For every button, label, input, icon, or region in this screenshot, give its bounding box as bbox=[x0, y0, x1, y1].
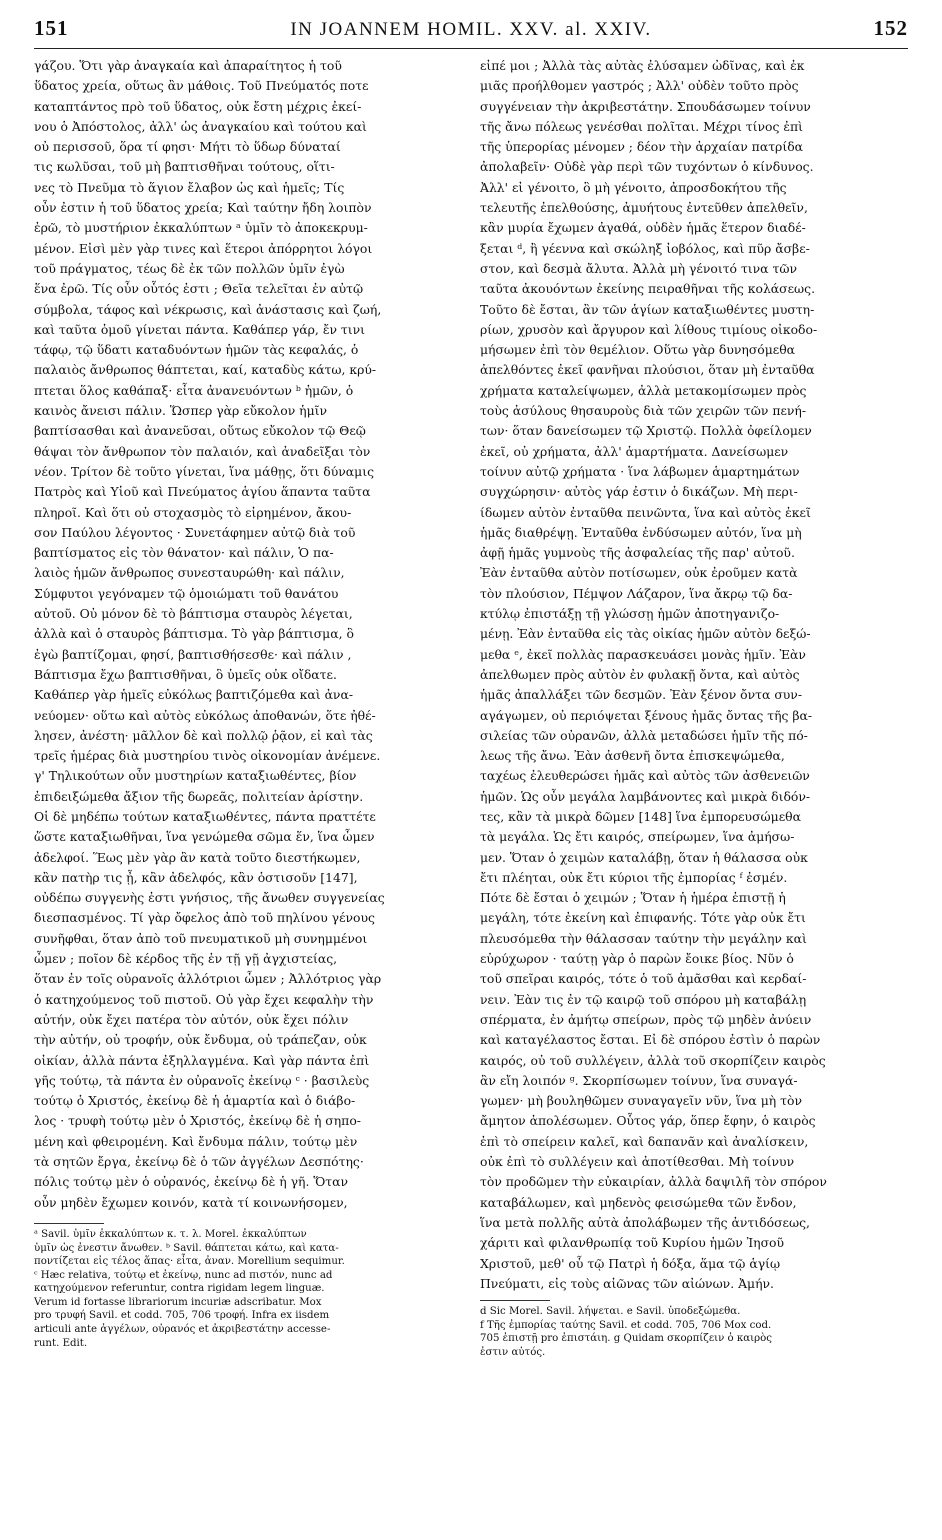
running-title: IN JOANNEM HOMIL. XXV. al. XXIV. bbox=[290, 19, 652, 40]
footnote-divider bbox=[480, 1300, 550, 1301]
left-footnotes: ᵃ Savil. ὑμῖν ἐκκαλύπτων κ. τ. λ. Morel. ἐκκαλύπτων ὑμῖν ὡς ἐνεστιν ἄνωθεν. ᵇ Savil. θάπτεται κάτω, καὶ κατα- ποντίζεται εἰς τέλος ἅπας· εἶτα, ἀναν. Morellium sequimur. ᶜ Hæc relativa, τούτῳ et ἐκείνῳ, nunc ad πιστόν, nunc ad κατηχούμενον referuntur, contra rigidam legem linguæ. Verum id fortasse librariorum incuriæ adscribatur. Mox pro τρυφή Savil. et codd. 705, 706 τροφή. Infra ex iisdem articuli ante ἀγγέλων, οὐρανός et ἀκριβεστάτην accesse- runt. Edit. bbox=[34, 1228, 345, 1349]
right-column-text: εἰπέ μοι ; Ἀλλὰ τὰς αὐτὰς ἐλύσαμεν ὠδῖνας, καὶ ἐκ μιᾶς προήλθομεν γαστρός ; Ἀλλ' οὐδὲν τοῦτο πρὸς συγγένειαν τὴν ἀκριβεστάτην. Σπουδάσωμεν τοίνυν τῆς ἄνω πόλεως γενέσθαι πολῖται. Μέχρι τίνος ἐπὶ τῆς ὑπερορίας μένομεν ; δέον τὴν ἀρχαίαν πατρίδα ἀπολαβεῖν· Οὐδὲ γὰρ περὶ τῶν τυχόντων ὁ κίνδυνος. Ἀλλ' εἰ γένοιτο, ὃ μὴ γένοιτο, ἀπροσδοκήτου τῆς τελευτῆς ἐπελθούσης, ἀμυήτους ἐντεῦθεν ἀπελθεῖν, κἂν μυρία ἔχωμεν ἀγαθά, οὐδὲν ἡμᾶς ἕτερον διαδέ- ξεται ᵈ, ἢ γέεννα καὶ σκώληξ ἰοβόλος, καὶ πῦρ ἄσβε- στον, καὶ δεσμὰ ἄλυτα. Ἀλλὰ μὴ γένοιτό τινα τῶν ταῦτα ἀκουόντων ἐκείνης πειραθῆναι τῆς κολάσεως. Τοῦτο δὲ ἔσται, ἂν τῶν ἁγίων καταξιωθέντες μυστη- ρίων, χρυσὸν καὶ ἄργυρον καὶ λίθους τιμίους οἰκοδο- μήσωμεν ἐπὶ τὸν θεμέλιον. Οὕτω γὰρ δυνησόμεθα ἀπελθόντες ἐκεῖ φανῆναι πλούσιοι, ὅταν μὴ ἐνταῦθα χρήματα καταλείψωμεν, ἀλλὰ μετακομίσωμεν πρὸς τοὺς ἀσύλους θησαυροὺς διὰ τῶν χειρῶν τῶν πενή- των· ὅταν δανείσωμεν τῷ Χριστῷ. Πολλὰ ὀφείλομεν ἐκεῖ, οὐ χρήματα, ἀλλ' ἁμαρτήματα. Δανείσωμεν τοίνυν αὐτῷ χρήματα · ἵνα λάβωμεν ἁμαρτημάτων συγχώρησιν· αὐτὸς γάρ ἐστιν ὁ δικάζων. Μὴ περι- ίδωμεν αὐτὸν ἐνταῦθα πεινῶντα, ἵνα καὶ αὐτὸς ἐκεῖ ἡμᾶς διαθρέψῃ. Ἐνταῦθα ἐνδύσωμεν αὐτόν, ἵνα μὴ ἀφῇ ἡμᾶς γυμνοὺς τῆς ἀσφαλείας τῆς παρ' αὐτοῦ. Ἐὰν ἐνταῦθα αὐτὸν ποτίσωμεν, οὐκ ἐροῦμεν κατὰ τὸν πλούσιον, Πέμψον Λάζαρον, ἵνα ἄκρῳ τῷ δα- κτύλῳ ἐπιστάξῃ τῇ γλώσσῃ ἡμῶν ἀποτηγανιζο- μένῃ. Ἐὰν ἐνταῦθα εἰς τὰς οἰκίας ἡμῶν αὐτὸν δεξώ- μεθα ᵉ, ἐκεῖ πολλὰς παρασκευάσει μονὰς ἡμῖν. Ἐὰν ἀπελθωμεν πρὸς αὐτὸν ἐν φυλακῇ ὄντα, καὶ αὐτὸς ἡμᾶς ἀπαλλάξει τῶν δεσμῶν. Ἐὰν ξένον ὄντα συν- αγάγωμεν, οὐ περιόψεται ξένους ἡμᾶς ὄντας τῆς βα- σιλείας τῶν οὐρανῶν, ἀλλὰ μεταδώσει ἡμῖν τῆς πό- λεως τῆς ἄνω. Ἐὰν ἀσθενῆ ὄντα ἐπισκεψώμεθα, ταχέως ἐλευθερώσει ἡμᾶς καὶ αὐτὸς τῶν ἀσθενειῶν ἡμῶν. Ὡς οὖν μεγάλα λαμβάνοντες καὶ μικρὰ διδόν- τες, κἂν τὰ μικρὰ δῶμεν [148] ἵνα ἐμπορευσώμεθα τὰ μεγάλα. Ὡς ἔτι καιρός, σπείρωμεν, ἵνα ἀμήσω- μεν. Ὅταν ὁ χειμὼν καταλάβῃ, ὅταν ἡ θάλασσα οὐκ ἔτι πλέηται, οὐκ ἔτι κύριοι τῆς ἐμπορίας ᶠ ἐσμέν. Πότε δὲ ἔσται ὁ χειμών ; Ὅταν ἡ ἡμέρα ἐπιστῇ ἡ μεγάλη, τότε ἐκείνη καὶ ἐπιφανής. Τότε γὰρ οὐκ ἔτι πλευσόμεθα τὴν θάλασσαν ταύτην τὴν μεγάλην καὶ εὐρύχωρον · ταύτῃ γὰρ ὁ παρὼν ἔοικε βίος. Νῦν ὁ τοῦ σπεῖραι καιρός, τότε ὁ τοῦ ἀμᾶσθαι καὶ κερδαί- νειν. Ἐὰν τις ἐν τῷ καιρῷ τοῦ σπόρου μὴ καταβάλῃ σπέρματα, ἐν ἀμήτῳ σπείρων, πρὸς τῷ μηδὲν ἀνύειν καὶ καταγέλαστος ἔσται. Εἰ δὲ σπόρου ἐστὶν ὁ παρὼν καιρός, οὐ τοῦ συλλέγειν, ἀλλὰ τοῦ σκορπίζειν καιρὸς ἂν εἴη λοιπόν ᵍ. Σκορπίσωμεν τοίνυν, ἵνα συναγά- γωμεν· μὴ βουληθῶμεν συναγαγεῖν νῦν, ἵνα μὴ τὸν ἄμητον ἀπολέσωμεν. Οὗτος γάρ, ὅπερ ἔφην, ὁ καιρὸς ἐπὶ τὸ σπείρειν καλεῖ, καὶ δαπανᾶν καὶ ἀναλίσκειν, οὐκ ἐπὶ τὸ συλλέγειν καὶ ἀποτίθεσθαι. Μὴ τοίνυν τὸν προδῶμεν τὴν εὐκαιρίαν, ἀλλὰ δαψιλῆ τὸν σπόρον καταβάλωμεν, καὶ μηδενὸς φεισώμεθα τῶν ἔνδον, ἵνα μετὰ πολλῆς αὐτὰ ἀπολάβωμεν τῆς ἀντιδόσεως, χάριτι καὶ φιλανθρωπίᾳ τοῦ Κυρίου ἡμῶν Ἰησοῦ Χριστοῦ, μεθ' οὗ τῷ Πατρὶ ἡ δόξα, ἅμα τῷ ἁγίῳ Πνεύματι, εἰς τοὺς αἰῶνας τῶν αἰώνων. Ἀμήν. bbox=[480, 58, 827, 1291]
footnote-divider bbox=[34, 1223, 104, 1224]
right-footnotes: d Sic Morel. Savil. λήψεται. e Savil. ὑποδεξώμεθα. f Τῆς ἐμπορίας ταύτης Savil. et codd. 705, 706 Mox cod. 705 ἐπιστῇ pro ἐπιστάιη. g Quidam σκορπίζειν ὁ καιρὸς ἐστιν αὐτός. bbox=[480, 1306, 772, 1358]
left-column bbox=[34, 56, 454, 1350]
left-column-text: γάζου. Ὅτι γὰρ ἀναγκαία καὶ ἀπαραίτητος ἡ τοῦ ὕδατος χρεία, οὕτως ἂν μάθοις. Τοῦ Πνεύματός ποτε καταπτάντος πρὸ τοῦ ὕδατος, οὐκ ἔστη μέχρις ἐκεί- νου ὁ Ἀπόστολος, ἀλλ' ὡς ἀναγκαίου καὶ τούτου καὶ οὐ περισσοῦ, ὅρα τί φησι· Μήτι τὸ ὕδωρ δύναταί τις κωλῦσαι, τοῦ μὴ βαπτισθῆναι τούτους, οἵτι- νες τὸ Πνεῦμα τὸ ἅγιον ἔλαβον ὡς καὶ ἡμεῖς; Τίς οὖν ἐστιν ἡ τοῦ ὕδατος χρεία; Καὶ ταύτην ἤδη λοιπὸν ἐρῶ, τὸ μυστήριον ἐκκαλύπτων ᵃ ὑμῖν τὸ ἀποκεκρυμ- μένον. Εἰσὶ μὲν γὰρ τινες καὶ ἕτεροι ἀπόρρητοι λόγοι τοῦ πράγματος, τέως δὲ ἐκ τῶν πολλῶν ὑμῖν ἐγὼ ἕνα ἐρῶ. Τίς οὖν οὗτός ἐστι ; Θεῖα τελεῖται ἐν αὐτῷ σύμβολα, τάφος καὶ νέκρωσις, καὶ ἀνάστασις καὶ ζωή, καὶ ταῦτα ὁμοῦ γίνεται πάντα. Καθάπερ γάρ, ἔν τινι τάφῳ, τῷ ὕδατι καταδυόντων ἡμῶν τὰς κεφαλάς, ὁ παλαιὸς ἄνθρωπος θάπτεται, καί, καταδὺς κάτω, κρύ- πτεται ὅλος καθάπαξ· εἶτα ἀνανευόντων ᵇ ἡμῶν, ὁ καινὸς ἄνεισι πάλιν. Ὥσπερ γὰρ εὔκολον ἡμῖν βαπτίσασθαι καὶ ἀνανεῦσαι, οὕτως εὔκολον τῷ Θεῷ θάψαι τὸν ἄνθρωπον τὸν παλαιόν, καὶ ἀναδεῖξαι τὸν νέον. Τρίτον δὲ τοῦτο γίνεται, ἵνα μάθῃς, ὅτι δύναμις Πατρὸς καὶ Υἱοῦ καὶ Πνεύματος ἁγίου ἅπαντα ταῦτα πληροῖ. Καὶ ὅτι οὐ στοχασμὸς τὸ εἰρημένον, ἄκου- σον Παύλου λέγοντος · Συνετάφημεν αὐτῷ διὰ τοῦ βαπτίσματος εἰς τὸν θάνατον· καὶ πάλιν, Ὁ πα- λαιὸς ἡμῶν ἄνθρωπος συνεσταυρώθη· καὶ πάλιν, Σύμφυτοι γεγόναμεν τῷ ὁμοιώματι τοῦ θανάτου αὐτοῦ. Οὐ μόνον δὲ τὸ βάπτισμα σταυρὸς λέγεται, ἀλλὰ καὶ ὁ σταυρὸς βάπτισμα. Τὸ γὰρ βάπτισμα, ὃ ἐγὼ βαπτίζομαι, φησί, βαπτισθήσεσθε· καὶ πάλιν , Βάπτισμα ἔχω βαπτισθῆναι, ὃ ὑμεῖς οὐκ οἴδατε. Καθάπερ γὰρ ἡμεῖς εὐκόλως βαπτιζόμεθα καὶ ἀνα- νεύομεν· οὕτω καὶ αὐτὸς εὐκόλως ἀποθανών, ὅτε ἠθέ- λησεν, ἀνέστη· μᾶλλον δὲ καὶ πολλῷ ῥᾷον, εἰ καὶ τὰς τρεῖς ἡμέρας διὰ μυστηρίου τινὸς οἰκονομίαν ἀνέμενε. γ' Τηλικούτων οὖν μυστηρίων καταξιωθέντες, βίον ἐπιδειξώμεθα ἄξιον τῆς δωρεᾶς, πολιτείαν ἀρίστην. Οἱ δὲ μηδέπω τούτων καταξιωθέντες, πάντα πραττέτε ὥστε καταξιωθῆναι, ἵνα γενώμεθα σῶμα ἕν, ἵνα ὦμεν ἀδελφοί. Ἕως μὲν γὰρ ἂν κατὰ τοῦτο διεστήκωμεν, κἂν πατὴρ τις ᾖ, κἂν ἀδελφός, κἂν ὁστισοῦν [147], οὐδέπω συγγενὴς ἐστι γνήσιος, τῆς ἄνωθεν συγγενείας διεσπασμένος. Τί γὰρ ὄφελος ἀπὸ τοῦ πηλίνου γένους συνῆφθαι, ὅταν ἀπὸ τοῦ πνευματικοῦ μὴ συνημμένοι ὦμεν ; ποῖον δὲ κέρδος τῆς ἐν τῇ γῇ ἀγχιστείας, ὅταν ἐν τοῖς οὐρανοῖς ἀλλότριοι ὦμεν ; Ἀλλότριος γὰρ ὁ κατηχούμενος τοῦ πιστοῦ. Οὐ γὰρ ἔχει κεφαλὴν τὴν αὐτήν, οὐκ ἔχει πατέρα τὸν αὐτόν, οὐκ ἔχει πόλιν τὴν αὐτήν, οὐ τροφήν, οὐκ ἔνδυμα, οὐ τράπεζαν, οὐκ οἰκίαν, ἀλλὰ πάντα ἐξηλλαγμένα. Καὶ γὰρ πάντα ἐπὶ γῆς τούτῳ, τὰ πάντα ἐν οὐρανοῖς ἐκείνῳ ᶜ · βασιλεὺς τούτῳ ὁ Χριστός, ἐκείνῳ δὲ ἡ ἁμαρτία καὶ ὁ διάβο- λος · τρυφὴ τούτῳ μὲν ὁ Χριστός, ἐκείνῳ δὲ ἡ σηπο- μένη καὶ φθειρομένη. Καὶ ἔνδυμα πάλιν, τούτῳ μὲν τὰ σητῶν ἔργα, ἐκείνῳ δὲ ὁ τῶν ἀγγέλων Δεσπότης· πόλις τούτῳ μὲν ὁ οὐρανός, ἐκείνῳ δὲ ἡ γῆ. Ὅταν οὖν μηδὲν ἔχωμεν κοινόν, κατὰ τί κοινωνήσομεν, bbox=[34, 58, 385, 1210]
running-header bbox=[34, 16, 908, 49]
right-column bbox=[480, 56, 908, 1359]
page-number-right: 152 bbox=[873, 16, 908, 40]
page-number-left: 151 bbox=[34, 16, 69, 40]
